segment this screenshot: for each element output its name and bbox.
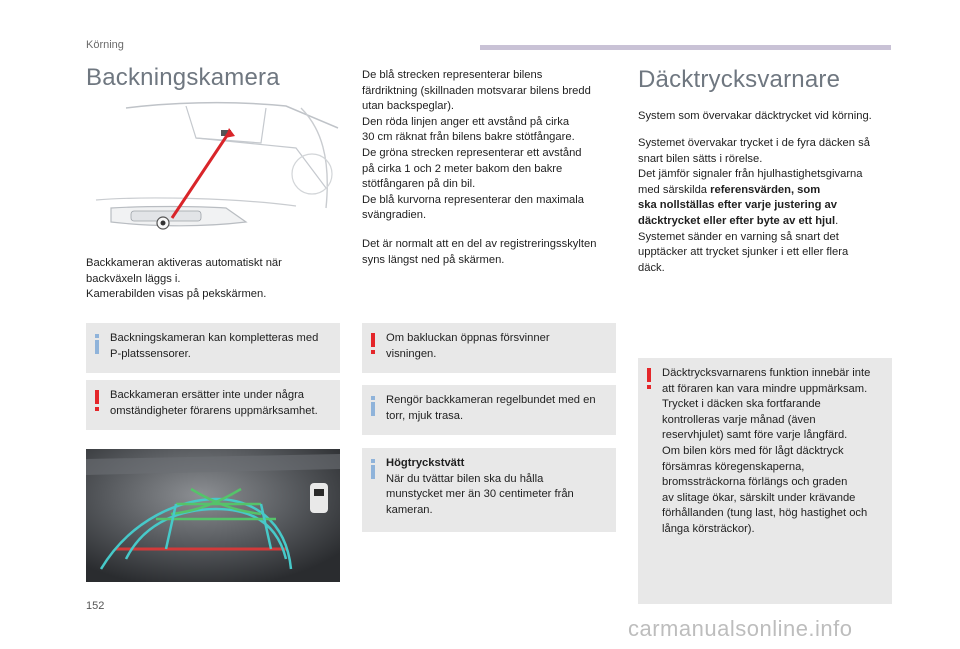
title-backningskamera: Backningskamera: [86, 64, 280, 91]
warning-icon: [95, 390, 99, 412]
text-line: Backningskameran kan kompletteras med: [110, 332, 319, 344]
text-line: Systemet övervakar trycket i de fyra däcken så: [638, 137, 870, 149]
text-line: att föraren kan vara mindre uppmärksam.: [662, 382, 868, 395]
text-line: torr, mjuk trasa.: [386, 409, 464, 422]
text-line: långa körsträckor).: [662, 522, 755, 535]
text-bold: däcktrycket eller efter byte av ett hjul: [638, 214, 836, 227]
text-line: kameran.: [386, 503, 433, 516]
info-box-pressure-washing: [362, 448, 616, 532]
text-line: Däcktrycksvarnarens funktion innebär inte: [662, 367, 871, 379]
right-paragraph-1: [638, 109, 898, 125]
watermark: carmanualsonline.info: [628, 616, 853, 641]
text-line: [638, 214, 898, 230]
text-line: omständigheter förarens uppmärksamhet.: [110, 404, 318, 417]
text-line: på cirka 1 och 2 meter bakom den bakre: [362, 162, 563, 175]
text-line: av slitage ökar, särskilt under krävande: [662, 491, 856, 504]
text-line: försämras köregenskaperna,: [662, 460, 805, 473]
text-line: kontrolleras varje månad (även: [662, 413, 816, 426]
text-line: System som övervakar däcktrycket vid körning.: [638, 110, 872, 122]
section-label: Körning: [86, 39, 124, 51]
text-line: Backkameran aktiveras automatiskt när: [86, 257, 282, 269]
info-icon: [371, 459, 375, 479]
text-line: förhållanden (tung last, hög hastighet och: [662, 507, 868, 520]
warning-icon: [647, 368, 651, 390]
header-bar: [480, 45, 891, 50]
text-line: [638, 198, 898, 214]
text-span: med särskilda: [638, 183, 711, 196]
warning-box-attention: [86, 380, 340, 430]
license-plate-note: [362, 237, 620, 268]
page-number: 152: [86, 600, 105, 612]
info-box-title: Högtryckstvätt: [386, 457, 465, 469]
text-bold: ska nollställas efter varje justering av: [638, 199, 837, 212]
warning-icon: [371, 333, 375, 355]
text-line: De blå kurvorna representerar den maximala: [362, 193, 584, 206]
camera-lines-description: [362, 68, 620, 224]
info-icon: [371, 396, 375, 416]
text-line: backväxeln läggs i.: [86, 272, 181, 285]
text-line: Det jämför signaler från hjulhastighetsgivarna: [638, 168, 863, 181]
text-line: visningen.: [386, 347, 437, 360]
text-line: syns längst ned på skärmen.: [362, 253, 505, 266]
text-line: 30 cm räknat från bilens bakre stötfångare.: [362, 131, 575, 144]
text-line: Om bilen körs med för lågt däcktryck: [662, 444, 844, 457]
warning-box-tyre-pressure: [638, 358, 892, 604]
text-line: Om bakluckan öppnas försvinner: [386, 332, 550, 344]
text-line: snart bilen sätts i rörelse.: [638, 152, 763, 165]
info-icon: [95, 334, 99, 354]
right-paragraph-2: [638, 136, 898, 276]
text-line: De blå strecken representerar bilens: [362, 69, 543, 81]
text-line: Trycket i däcken ska fortfarande: [662, 398, 821, 411]
text-line: bromssträckorna förlängs och graden: [662, 476, 848, 489]
text-line: Det är normalt att en del av registreringsskylten: [362, 238, 597, 250]
text-line: Rengör backkameran regelbundet med en: [386, 394, 596, 406]
text-bold: referensvärden, som: [710, 183, 821, 196]
camera-view-image: [86, 449, 340, 582]
text-line: reservhjulet) samt före varje långfärd.: [662, 429, 848, 442]
intro-text: [86, 256, 346, 303]
text-line: utan backspeglar).: [362, 100, 455, 113]
text-line: De gröna strecken representerar ett avstånd: [362, 146, 582, 159]
text-line: Systemet sänder en varning så snart det: [638, 230, 839, 243]
text-span: .: [835, 214, 839, 227]
text-line: färdriktning (skillnaden motsvarar bilens bredd: [362, 84, 591, 97]
text-line: [638, 183, 898, 199]
info-box-cleaning: [362, 385, 616, 435]
text-line: Kamerabilden visas på pekskärmen.: [86, 288, 267, 301]
text-line: svängradien.: [362, 209, 427, 222]
text-line: Backkameran ersätter inte under några: [110, 389, 305, 401]
text-line: Den röda linjen anger ett avstånd på cirka: [362, 115, 570, 128]
title-dacktrycksvarnare: Däcktrycksvarnare: [638, 66, 841, 93]
text-line: upptäcker att trycket sjunker i ett eller flera: [638, 246, 849, 259]
text-line: däck.: [638, 261, 665, 274]
text-line: P-platssensorer.: [110, 347, 191, 360]
text-line: stötfångaren på din bil.: [362, 178, 476, 191]
text-line: munstycket mer än 30 centimeter från: [386, 488, 574, 501]
warning-box-tailgate: [362, 323, 616, 373]
info-box-p-sensors: [86, 323, 340, 373]
text-line: När du tvättar bilen ska du hålla: [386, 472, 544, 485]
car-rear-camera-illustration: [86, 98, 340, 240]
